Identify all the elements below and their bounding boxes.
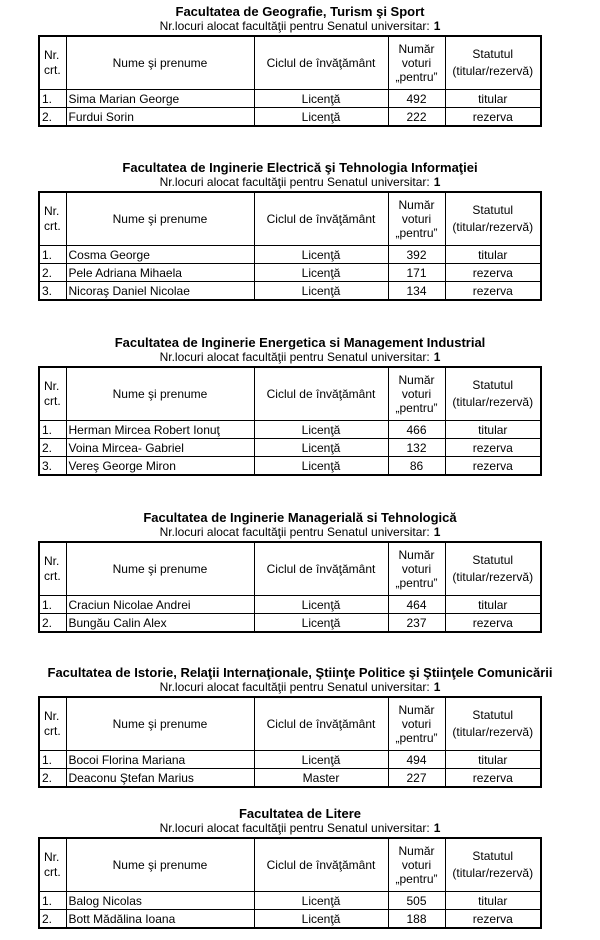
header-nr: [39, 542, 66, 596]
candidate-name: Pele Adriana Mihaela: [66, 264, 254, 282]
faculty-section: [0, 510, 600, 633]
header-cycle-text: Ciclul de învăţământ: [266, 212, 376, 226]
header-nr: [39, 697, 66, 751]
candidate-status: titular: [445, 246, 541, 264]
candidate-status: rezerva: [445, 439, 541, 457]
candidate-name: Bocoi Florina Mariana: [66, 751, 254, 769]
header-nr-text: crt.: [44, 865, 61, 879]
seats-label: Nr.locuri alocat facultăţii pentru Senatul universitar:: [159, 175, 430, 189]
header-nr-text: Nr.: [44, 204, 60, 218]
header-status: [445, 697, 541, 751]
header-votes-text: voturi: [401, 562, 432, 576]
row-number: 1.: [39, 892, 66, 910]
table-header-row: [39, 697, 541, 751]
row-number: 2.: [39, 769, 66, 788]
table-header-row: [39, 36, 541, 90]
header-nr: [39, 192, 66, 246]
header-votes: [388, 542, 445, 596]
header-votes-text: Număr: [398, 198, 435, 212]
study-cycle: Licenţă: [254, 108, 388, 127]
header-nr-text: Nr.: [44, 709, 60, 723]
header-votes-text: Număr: [398, 548, 435, 562]
candidate-name: Cosma George: [66, 246, 254, 264]
votes-count: 392: [388, 246, 445, 264]
candidate-status: rezerva: [445, 282, 541, 301]
header-nr: [39, 36, 66, 90]
header-nr: [39, 838, 66, 892]
study-cycle: Licenţă: [254, 264, 388, 282]
study-cycle: Licenţă: [254, 282, 388, 301]
row-number: 1.: [39, 90, 66, 108]
header-nr-text: crt.: [44, 63, 61, 77]
candidate-status: titular: [445, 751, 541, 769]
candidate-status: titular: [445, 892, 541, 910]
header-status-text: (titular/rezervă): [452, 64, 534, 78]
header-nr-text: Nr.: [44, 48, 60, 62]
seats-line: [0, 680, 600, 694]
votes-count: 227: [388, 769, 445, 788]
header-status: [445, 838, 541, 892]
votes-count: 188: [388, 910, 445, 929]
candidate-status: titular: [445, 90, 541, 108]
header-cycle-text: Ciclul de învăţământ: [266, 717, 376, 731]
header-status: [445, 542, 541, 596]
header-votes: [388, 697, 445, 751]
header-cycle: [254, 697, 388, 751]
candidate-status: titular: [445, 596, 541, 614]
table-header-row: [39, 192, 541, 246]
seats-label: Nr.locuri alocat facultăţii pentru Senatul universitar:: [159, 525, 430, 539]
header-status: [445, 367, 541, 421]
faculty-section: [0, 665, 600, 788]
votes-count: 494: [388, 751, 445, 769]
row-number: 2.: [39, 108, 66, 127]
seats-line: [0, 821, 600, 835]
header-cycle: [254, 367, 388, 421]
header-votes-text: „pentru”: [395, 576, 438, 590]
row-number: 1.: [39, 421, 66, 439]
header-cycle: [254, 36, 388, 90]
header-status-text: Statutul: [472, 849, 514, 863]
votes-count: 171: [388, 264, 445, 282]
table-row: [39, 108, 541, 127]
seats-count: 1: [433, 821, 441, 835]
header-status: [445, 36, 541, 90]
study-cycle: Master: [254, 769, 388, 788]
table-row: [39, 769, 541, 788]
candidate-status: rezerva: [445, 457, 541, 476]
header-votes: [388, 192, 445, 246]
seats-count: 1: [433, 680, 441, 694]
candidate-name: Craciun Nicolae Andrei: [66, 596, 254, 614]
candidate-status: rezerva: [445, 614, 541, 633]
study-cycle: Licenţă: [254, 457, 388, 476]
header-votes-text: voturi: [401, 56, 432, 70]
header-status-text: (titular/rezervă): [452, 395, 534, 409]
study-cycle: Licenţă: [254, 910, 388, 929]
candidate-name: Balog Nicolas: [66, 892, 254, 910]
header-status-text: (titular/rezervă): [452, 725, 534, 739]
votes-count: 134: [388, 282, 445, 301]
header-votes-text: „pentru”: [395, 401, 438, 415]
header-votes-text: voturi: [401, 212, 432, 226]
table-row: [39, 614, 541, 633]
header-status-text: Statutul: [472, 708, 514, 722]
header-nr-text: Nr.: [44, 379, 60, 393]
seats-label: Nr.locuri alocat facultăţii pentru Senatul universitar:: [159, 821, 430, 835]
candidate-name: Voina Mircea- Gabriel: [66, 439, 254, 457]
study-cycle: Licenţă: [254, 614, 388, 633]
seats-line: [0, 350, 600, 364]
seats-count: 1: [433, 525, 441, 539]
header-votes-text: Număr: [398, 844, 435, 858]
table-row: [39, 596, 541, 614]
table-row: [39, 439, 541, 457]
header-status: [445, 192, 541, 246]
row-number: 2.: [39, 264, 66, 282]
header-status-text: (titular/rezervă): [452, 220, 534, 234]
header-name-text: Nume şi prenume: [112, 56, 208, 70]
row-number: 2.: [39, 910, 66, 929]
votes-count: 492: [388, 90, 445, 108]
candidates-table: [38, 541, 542, 633]
seats-label: Nr.locuri alocat facultăţii pentru Senatul universitar:: [159, 680, 430, 694]
votes-count: 222: [388, 108, 445, 127]
header-votes: [388, 838, 445, 892]
study-cycle: Licenţă: [254, 439, 388, 457]
faculty-title: Facultatea de Geografie, Turism şi Sport: [175, 4, 425, 19]
candidates-table: [38, 696, 542, 788]
table-row: [39, 421, 541, 439]
header-votes-text: Număr: [398, 373, 435, 387]
header-nr: [39, 367, 66, 421]
header-votes-text: „pentru”: [395, 226, 438, 240]
header-status-text: (titular/rezervă): [452, 570, 534, 584]
header-status-text: (titular/rezervă): [452, 866, 534, 880]
header-nr-text: crt.: [44, 394, 61, 408]
seats-line: [0, 175, 600, 189]
candidates-table: [38, 35, 542, 127]
candidate-name: Bott Mădălina Ioana: [66, 910, 254, 929]
votes-count: 86: [388, 457, 445, 476]
header-name-text: Nume şi prenume: [112, 387, 208, 401]
header-votes-text: voturi: [401, 858, 432, 872]
study-cycle: Licenţă: [254, 892, 388, 910]
candidate-name: Deaconu Ştefan Marius: [66, 769, 254, 788]
row-number: 2.: [39, 439, 66, 457]
study-cycle: Licenţă: [254, 596, 388, 614]
header-votes-text: Număr: [398, 42, 435, 56]
header-votes-text: voturi: [401, 387, 432, 401]
faculty-section: [0, 806, 600, 929]
header-name: [66, 192, 254, 246]
table-row: [39, 457, 541, 476]
candidate-name: Sima Marian George: [66, 90, 254, 108]
header-votes-text: Număr: [398, 703, 435, 717]
candidate-status: rezerva: [445, 910, 541, 929]
header-nr-text: Nr.: [44, 554, 60, 568]
candidate-status: titular: [445, 421, 541, 439]
header-nr-text: crt.: [44, 219, 61, 233]
header-cycle: [254, 838, 388, 892]
header-nr-text: crt.: [44, 724, 61, 738]
candidates-table: [38, 191, 542, 301]
table-row: [39, 910, 541, 929]
candidate-status: rezerva: [445, 108, 541, 127]
header-votes: [388, 367, 445, 421]
header-cycle: [254, 542, 388, 596]
header-votes-text: „pentru”: [395, 70, 438, 84]
header-cycle: [254, 192, 388, 246]
row-number: 1.: [39, 751, 66, 769]
candidate-name: Nicoraş Daniel Nicolae: [66, 282, 254, 301]
header-cycle-text: Ciclul de învăţământ: [266, 858, 376, 872]
candidate-name: Herman Mircea Robert Ionuţ: [66, 421, 254, 439]
header-name-text: Nume şi prenume: [112, 212, 208, 226]
votes-count: 464: [388, 596, 445, 614]
seats-label: Nr.locuri alocat facultăţii pentru Senatul universitar:: [159, 19, 430, 33]
candidate-name: Vereş George Miron: [66, 457, 254, 476]
study-cycle: Licenţă: [254, 751, 388, 769]
header-name-text: Nume şi prenume: [112, 717, 208, 731]
seats-count: 1: [433, 350, 441, 364]
candidate-status: rezerva: [445, 264, 541, 282]
candidate-name: Furdui Sorin: [66, 108, 254, 127]
header-cycle-text: Ciclul de învăţământ: [266, 56, 376, 70]
row-number: 3.: [39, 457, 66, 476]
votes-count: 466: [388, 421, 445, 439]
table-row: [39, 90, 541, 108]
header-cycle-text: Ciclul de învăţământ: [266, 562, 376, 576]
row-number: 2.: [39, 614, 66, 633]
header-name: [66, 367, 254, 421]
study-cycle: Licenţă: [254, 421, 388, 439]
faculty-title: Facultatea de Istorie, Relaţii Internaţionale, Ştiinţe Politice şi Ştiinţele Comunicării: [47, 665, 553, 680]
candidates-table: [38, 366, 542, 476]
votes-count: 132: [388, 439, 445, 457]
header-name-text: Nume şi prenume: [112, 562, 208, 576]
header-cycle-text: Ciclul de învăţământ: [266, 387, 376, 401]
header-name: [66, 697, 254, 751]
row-number: 1.: [39, 596, 66, 614]
header-name: [66, 838, 254, 892]
header-status-text: Statutul: [472, 553, 514, 567]
table-row: [39, 246, 541, 264]
table-row: [39, 751, 541, 769]
seats-count: 1: [433, 19, 441, 33]
seats-count: 1: [433, 175, 441, 189]
header-votes-text: „pentru”: [395, 872, 438, 886]
faculty-title: Facultatea de Inginerie Energetica si Management Industrial: [114, 335, 486, 350]
seats-label: Nr.locuri alocat facultăţii pentru Senatul universitar:: [159, 350, 430, 364]
table-row: [39, 282, 541, 301]
table-row: [39, 892, 541, 910]
header-nr-text: Nr.: [44, 850, 60, 864]
header-votes-text: voturi: [401, 717, 432, 731]
votes-count: 237: [388, 614, 445, 633]
header-status-text: Statutul: [472, 203, 514, 217]
row-number: 3.: [39, 282, 66, 301]
header-name: [66, 36, 254, 90]
votes-count: 505: [388, 892, 445, 910]
header-name-text: Nume şi prenume: [112, 858, 208, 872]
table-header-row: [39, 367, 541, 421]
header-votes-text: „pentru”: [395, 731, 438, 745]
candidate-status: rezerva: [445, 769, 541, 788]
study-cycle: Licenţă: [254, 90, 388, 108]
header-status-text: Statutul: [472, 47, 514, 61]
seats-line: [0, 525, 600, 539]
faculty-title: Facultatea de Inginerie Managerială si Tehnologică: [143, 510, 457, 525]
header-status-text: Statutul: [472, 378, 514, 392]
faculty-title: Facultatea de Inginerie Electrică şi Tehnologia Informaţiei: [122, 160, 478, 175]
table-header-row: [39, 838, 541, 892]
candidates-table: [38, 837, 542, 929]
header-name: [66, 542, 254, 596]
table-header-row: [39, 542, 541, 596]
faculty-title: Facultatea de Litere: [238, 806, 362, 821]
row-number: 1.: [39, 246, 66, 264]
study-cycle: Licenţă: [254, 246, 388, 264]
header-votes: [388, 36, 445, 90]
faculty-section: [0, 160, 600, 301]
seats-line: [0, 19, 600, 33]
header-nr-text: crt.: [44, 569, 61, 583]
faculty-section: [0, 4, 600, 127]
faculty-section: [0, 335, 600, 476]
table-row: [39, 264, 541, 282]
candidate-name: Bungău Calin Alex: [66, 614, 254, 633]
